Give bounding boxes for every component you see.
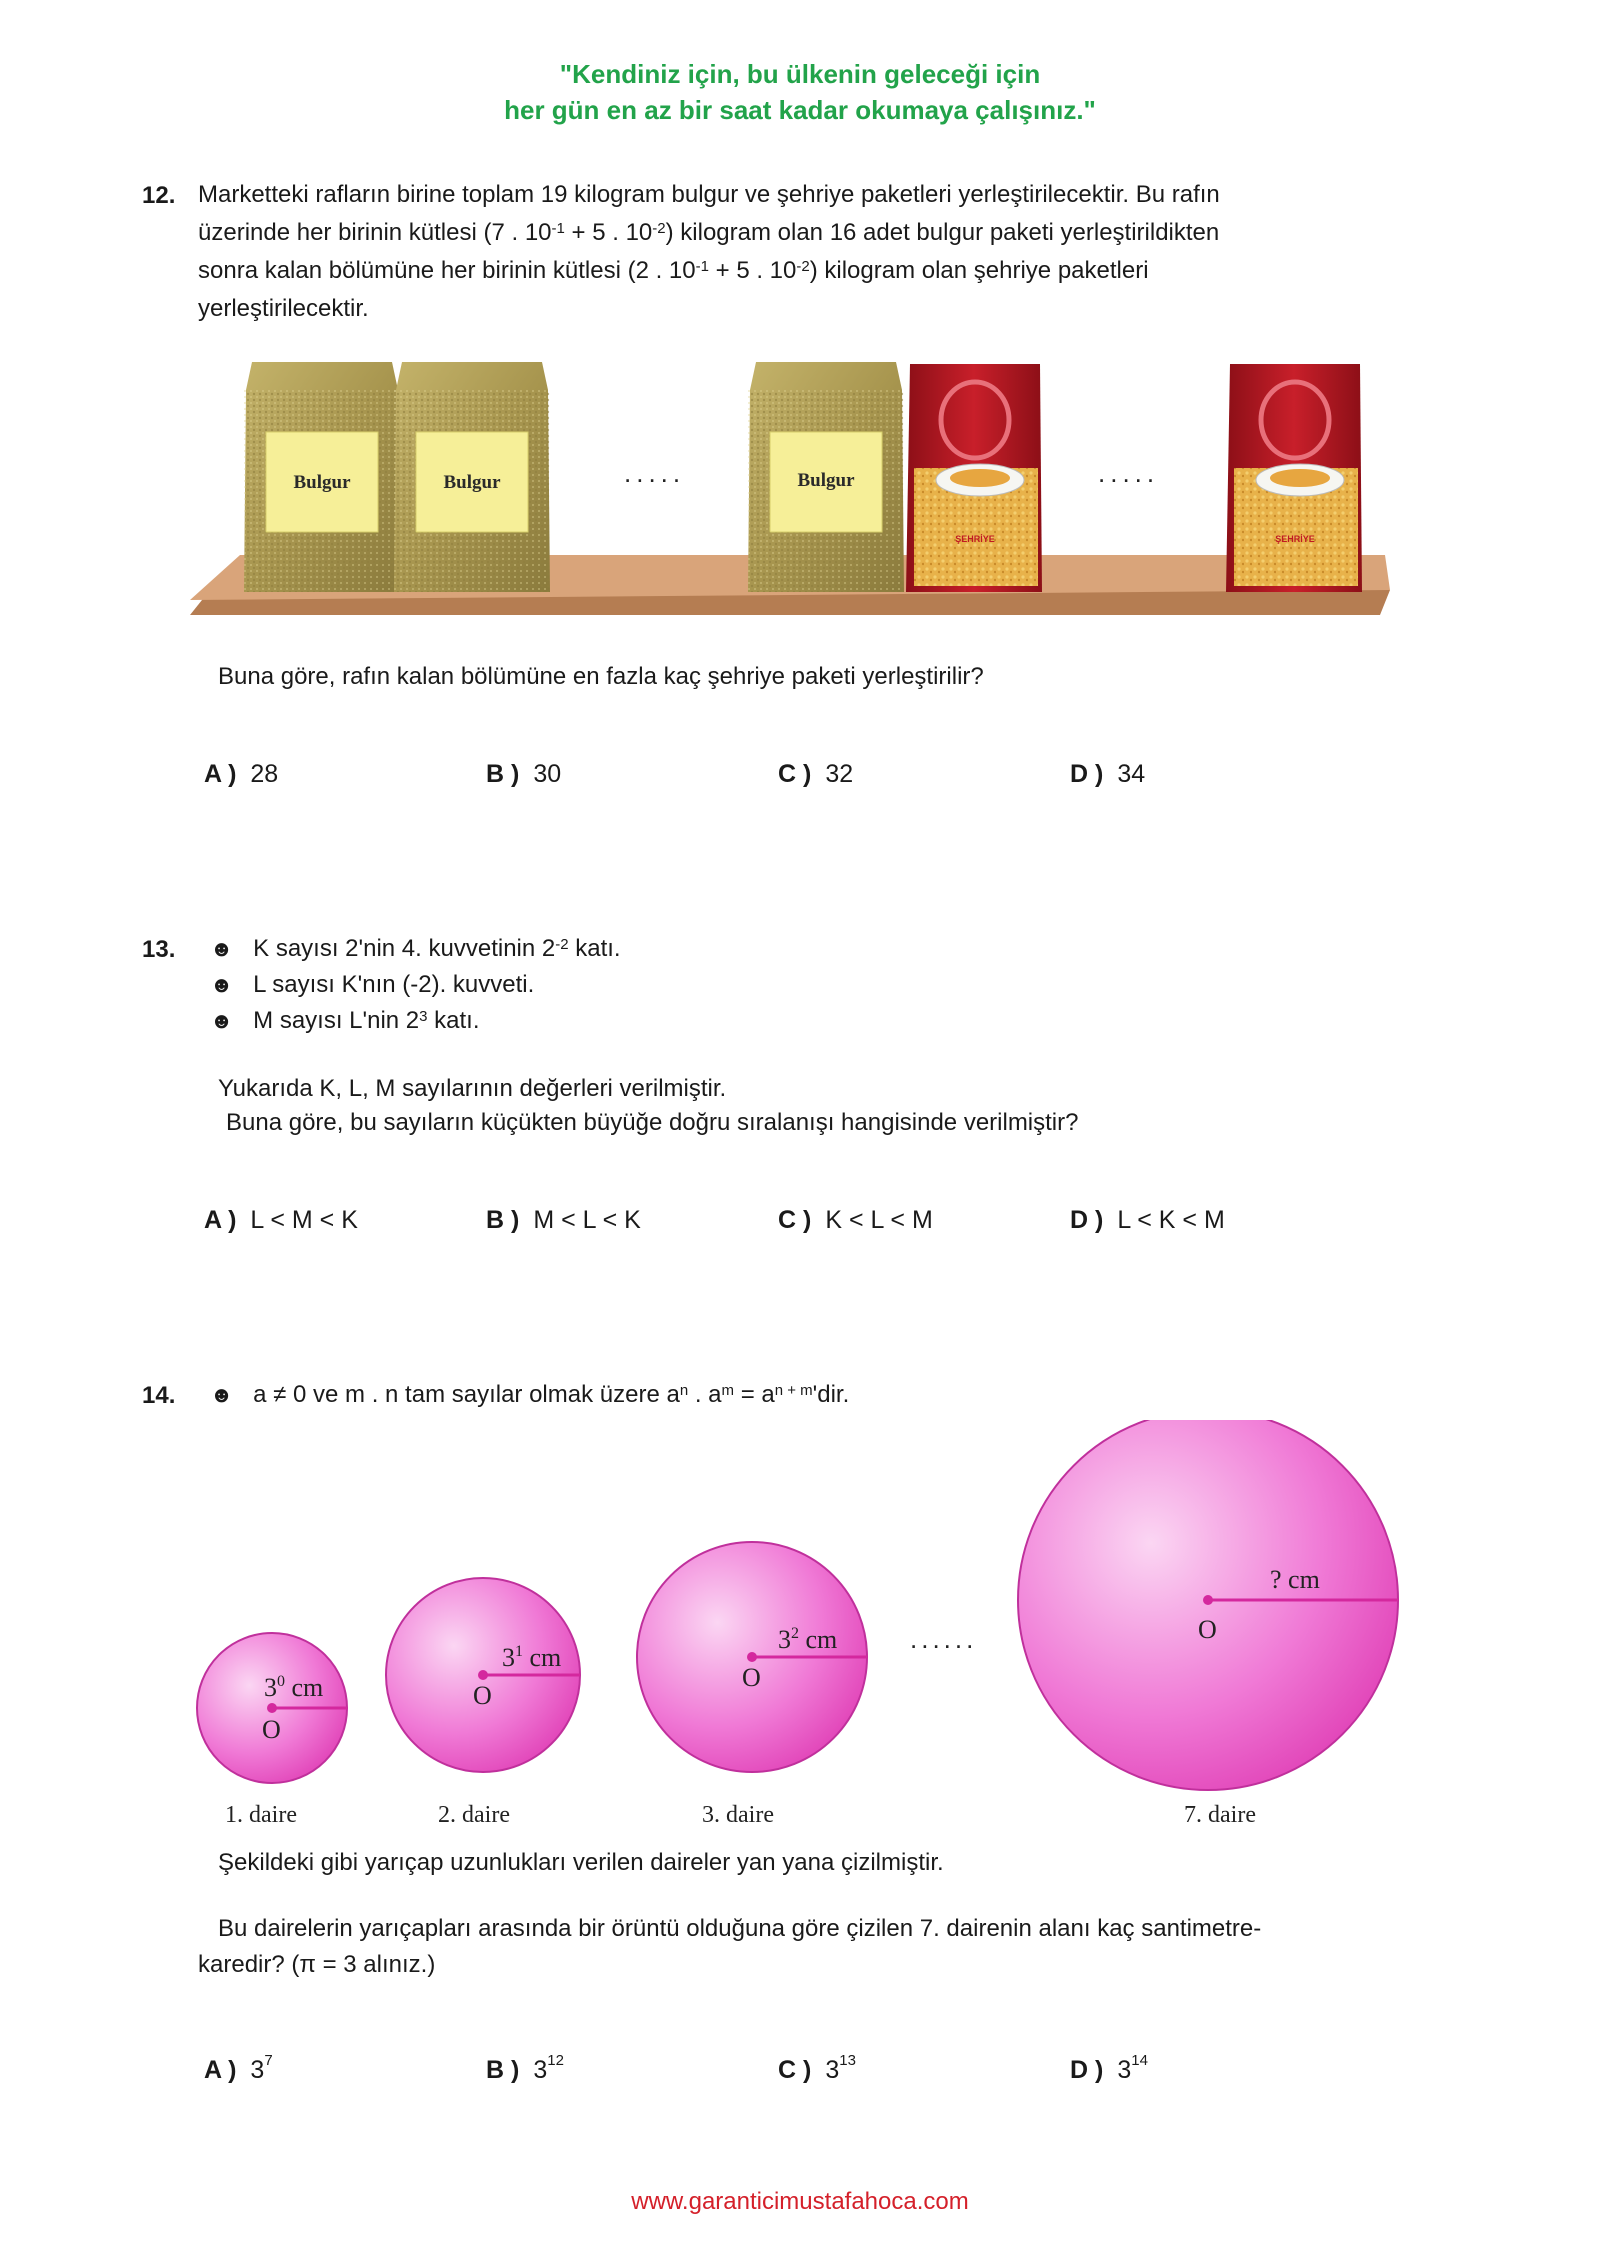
- question-12-line-3: sonra kalan bölümüne her birinin kütlesi (2 . $10^{-1} + 5$ . $10^{-2}$) kilogram olan şehriye paketleri: [198, 257, 1149, 284]
- circles-dots: ......: [910, 1624, 978, 1654]
- circle-3-radius-label: $3^2$ cm: [778, 1625, 838, 1654]
- question-12-line-1: Marketteki rafların birine toplam 19 kilogram bulgur ve şehriye paketleri yerleştirilecektir. Bu rafın: [198, 181, 1220, 208]
- bulgur-label-3: Bulgur: [797, 470, 855, 491]
- q14-option-a[interactable]: A ) $3^7$: [204, 2052, 273, 2084]
- question-13-number: 13.: [142, 936, 176, 963]
- sehriye-label-2: ŞEHRİYE: [1275, 534, 1315, 544]
- smiley-bullet-icon: ☻: [210, 1382, 234, 1407]
- q14-option-d[interactable]: D ) $3^{14}$: [1070, 2052, 1148, 2084]
- question-12-number: 12.: [142, 182, 176, 209]
- q13-option-d[interactable]: D ) L < K < M: [1070, 1206, 1225, 1234]
- q13-text-2: Buna göre, bu sayıların küçükten büyüğe doğru sıralanışı hangisinde verilmiştir?: [226, 1109, 1079, 1136]
- question-12-prompt: Buna göre, rafın kalan bölümüne en fazla kaç şehriye paketi yerleştirilir?: [218, 663, 984, 690]
- q14-text-1: Şekildeki gibi yarıçap uzunlukları verilen daireler yan yana çizilmiştir.: [218, 1849, 944, 1876]
- sehriye-bag-2: [1226, 364, 1362, 592]
- bulgur-bag-2: [394, 362, 550, 592]
- motto-line-2: her gün en az bir saat kadar okumaya çalışınız.": [504, 95, 1096, 125]
- q14-text-3: karedir? (π = 3 alınız.): [198, 1951, 436, 1978]
- q14-rule: ☻ a ≠ 0 ve m . n tam sayılar olmak üzere $a^n$ . $a^m = a^{n + m}'dir$.: [210, 1381, 850, 1408]
- q13-option-a[interactable]: A ) L < M < K: [204, 1206, 358, 1234]
- q13-item-3: ☻ M sayısı L'nin $2^3$ katı.: [210, 1007, 480, 1034]
- circle-1-radius-label: $3^0$ cm: [264, 1673, 324, 1702]
- q13-item-1: ☻ K sayısı 2'nin 4. kuvvetinin $2^{-2}$ katı.: [210, 935, 621, 962]
- circle-1-caption: 1. daire: [225, 1802, 297, 1828]
- footer-website-link[interactable]: www.garanticimustafahoca.com: [631, 2188, 969, 2215]
- circle-7-radius-label: ? cm: [1270, 1565, 1320, 1594]
- smiley-bullet-icon: ☻: [210, 972, 234, 997]
- circle-7-caption: 7. daire: [1184, 1802, 1256, 1828]
- question-12-line-4: yerleştirilecektir.: [198, 295, 369, 322]
- q14-option-c[interactable]: C ) $3^{13}$: [778, 2052, 856, 2084]
- sehriye-bag-1: [906, 364, 1042, 592]
- q12-option-a[interactable]: A ) 28: [204, 760, 279, 788]
- q12-option-c[interactable]: C ) 32: [778, 760, 854, 788]
- circle-3-caption: 3. daire: [702, 1802, 774, 1828]
- motto-line-1: "Kendiniz için, bu ülkenin geleceği için: [559, 59, 1041, 89]
- shelf-dots-2: .....: [1098, 458, 1160, 488]
- circle-2-center-label: O: [473, 1681, 492, 1710]
- q13-option-b[interactable]: B ) M < L < K: [486, 1206, 641, 1234]
- circle-2-caption: 2. daire: [438, 1802, 510, 1828]
- q13-text-1: Yukarıda K, L, M sayılarının değerleri verilmiştir.: [218, 1075, 727, 1102]
- bulgur-bag-1: [244, 362, 400, 592]
- sehriye-label-1: ŞEHRİYE: [955, 534, 995, 544]
- circle-2-radius-label: $3^1$ cm: [502, 1643, 562, 1672]
- q12-option-b[interactable]: B ) 30: [486, 760, 562, 788]
- bulgur-label-2: Bulgur: [443, 472, 501, 493]
- circle-2: [386, 1578, 580, 1772]
- circle-3-center-label: O: [742, 1663, 761, 1692]
- circles-figure: [180, 1420, 1440, 1840]
- question-12-line-2: üzerinde her birinin kütlesi (7 . $10^{-1} + 5$ . $10^{-2}$) kilogram olan 16 adet bulgur paketi yerleştirildikten: [198, 219, 1220, 246]
- shelf-illustration: [180, 350, 1410, 620]
- bulgur-bag-3: [748, 362, 904, 592]
- smiley-bullet-icon: ☻: [210, 1008, 234, 1033]
- bulgur-label-1: Bulgur: [293, 472, 351, 493]
- q14-option-b[interactable]: B ) $3^{12}$: [486, 2052, 564, 2084]
- smiley-bullet-icon: ☻: [210, 936, 234, 961]
- circle-7-center-label: O: [1198, 1615, 1217, 1644]
- circle-1: [197, 1633, 347, 1783]
- q14-text-2: Bu dairelerin yarıçapları arasında bir örüntü olduğuna göre çizilen 7. dairenin alanı kaç santimetre-: [218, 1915, 1262, 1942]
- shelf-dots-1: .....: [624, 458, 686, 488]
- q13-option-c[interactable]: C ) K < L < M: [778, 1206, 933, 1234]
- circle-1-center-label: O: [262, 1715, 281, 1744]
- question-14-number: 14.: [142, 1382, 176, 1409]
- circle-3: [637, 1542, 867, 1772]
- q13-item-2: ☻ L sayısı K'nın (-2). kuvveti.: [210, 971, 535, 998]
- circle-7: [1018, 1420, 1398, 1790]
- q12-option-d[interactable]: D ) 34: [1070, 760, 1146, 788]
